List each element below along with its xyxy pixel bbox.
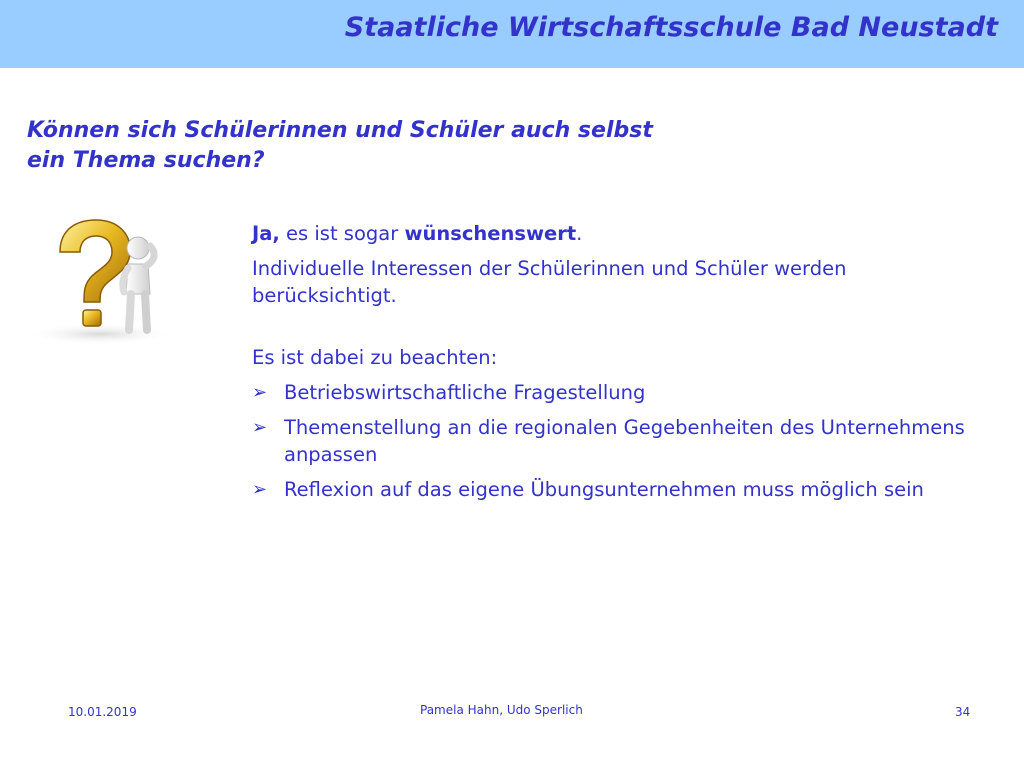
arrow-bullet-icon: ➢ [252, 382, 268, 403]
slide-title-line-2: ein Thema suchen? [27, 148, 265, 173]
school-title: Staatliche Wirtschaftsschule Bad Neustadt [344, 12, 998, 43]
footer-date: 10.01.2019 [68, 705, 137, 719]
question-mark-person-icon [20, 208, 174, 348]
answer-emphasis: wünschenswert [404, 222, 577, 245]
bullet-text: Reflexion auf das eigene Übungsunternehmen muss möglich sein [284, 478, 924, 501]
answer-ja: Ja, [252, 222, 280, 245]
header-bar [0, 0, 1024, 68]
bullet-list [252, 379, 992, 503]
answer-middle: es ist sogar [279, 222, 405, 245]
content-body [252, 220, 992, 511]
spacer [252, 317, 992, 344]
slide-title [27, 116, 653, 176]
answer-end: . [576, 222, 583, 245]
bullet-text: Themenstellung an die regionalen Gegebenheiten des Unternehmens anpassen [284, 416, 965, 466]
answer-line [252, 220, 992, 247]
page-number: 34 [955, 705, 971, 719]
footer-authors: Pamela Hahn, Udo Sperlich [420, 703, 583, 717]
bullet-item [252, 379, 992, 406]
arrow-bullet-icon: ➢ [252, 479, 268, 500]
arrow-bullet-icon: ➢ [252, 417, 268, 438]
note-heading: Es ist dabei zu beachten: [252, 346, 498, 369]
slide-title-line-1: Können sich Schülerinnen und Schüler auch selbst [27, 118, 653, 143]
bullet-item [252, 414, 992, 468]
interests-paragraph: Individuelle Interessen der Schülerinnen und Schüler werden berücksichtigt. [252, 257, 847, 307]
bullet-text: Betriebswirtschaftliche Fragestellung [284, 381, 646, 404]
bullet-item [252, 476, 992, 503]
